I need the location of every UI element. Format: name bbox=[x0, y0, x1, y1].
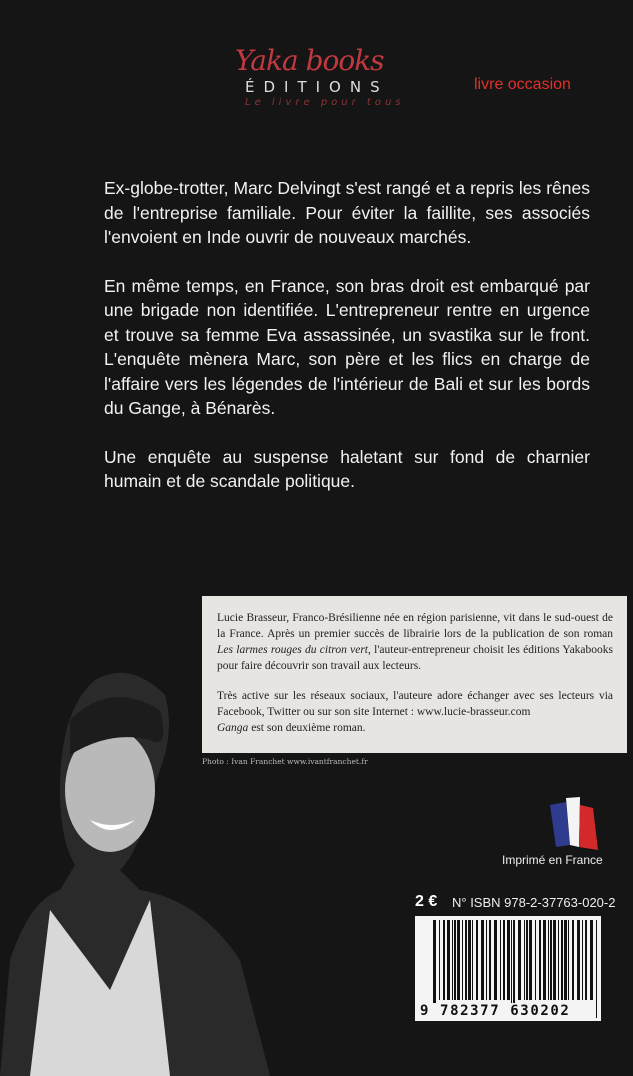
barcode-bar bbox=[457, 920, 460, 1000]
barcode-bar bbox=[472, 920, 473, 1000]
publisher-logo bbox=[235, 44, 435, 109]
printed-in-france-label: Imprimé en France bbox=[502, 853, 603, 867]
barcode-bar bbox=[572, 920, 574, 1000]
barcode-bar bbox=[596, 920, 597, 1018]
isbn-number: N° ISBN 978-2-37763-020-2 bbox=[452, 895, 616, 910]
barcode-bar bbox=[548, 920, 549, 1000]
bio-text: , l'auteur-entrepreneur choisit les éditions Yakabooks pour faire découvrir son travail aux lecteurs. bbox=[217, 644, 613, 672]
barcode-bar bbox=[494, 920, 497, 1000]
barcode-bar bbox=[481, 920, 484, 1000]
barcode-bar bbox=[582, 920, 583, 1000]
barcode-bar bbox=[500, 920, 501, 1000]
barcode-bar bbox=[447, 920, 450, 1000]
barcode-bar bbox=[564, 920, 567, 1000]
barcode-bar bbox=[568, 920, 569, 1000]
barcode-bar bbox=[539, 920, 541, 1000]
blurb-paragraph: Une enquête au suspense haletant sur fond de charnier humain et de scandale politique. bbox=[104, 446, 590, 491]
logo-tagline: Le livre pour tous bbox=[245, 97, 405, 108]
barcode-digits: 9 782377 630202 bbox=[420, 1003, 571, 1019]
logo-editions: ÉDITIONS bbox=[245, 78, 389, 96]
barcode-bar bbox=[526, 920, 528, 1000]
bio-text: est son deuxième roman. bbox=[248, 722, 366, 734]
barcode-bar bbox=[558, 920, 559, 1000]
used-book-stamp: livre occasion bbox=[474, 76, 571, 93]
barcode-bar bbox=[507, 920, 510, 1000]
barcode-bar bbox=[486, 920, 487, 1000]
barcode-bar bbox=[585, 920, 587, 1000]
barcode-bar bbox=[561, 920, 563, 1000]
barcode-bar bbox=[518, 920, 521, 1000]
author-bio-box bbox=[202, 596, 627, 753]
blurb-paragraph: En même temps, en France, son bras droit est embarqué par une brigade non identifiée. L'entrepreneur rentre en urgence et trouve sa femme Eva assassinée, un svastika sur le front. L'enquête mènera Marc, son père et les flics en charge de l'affaire vers les légendes de l'intérieur de Bali et sur les bords du Gange, à Bénarès. bbox=[104, 275, 590, 418]
barcode-bar bbox=[553, 920, 556, 1000]
barcode-bar bbox=[476, 920, 478, 1000]
book-title: Ganga bbox=[217, 722, 249, 734]
photo-credit: Photo : Ivan Franchet www.ivantfranchet.fr bbox=[202, 757, 368, 766]
bio-text: Très active sur les réseaux sociaux, l'auteure adore échanger avec ses lecteurs via Facebook, Twitter ou sur son site Internet : www.lucie-brasseur.com bbox=[217, 690, 613, 718]
barcode-bar bbox=[439, 920, 440, 1000]
barcode-bar bbox=[454, 920, 456, 1000]
barcode-bar bbox=[535, 920, 536, 1000]
barcode-bar bbox=[577, 920, 580, 1000]
barcode-bar bbox=[465, 920, 467, 1000]
barcode bbox=[415, 916, 601, 1021]
barcode-bar bbox=[443, 920, 445, 1000]
bio-text: Lucie Brasseur, Franco-Brésilienne née en région parisienne, vit dans le sud-ouest de la France. Après un premier succès de librairie lors de la publication de son roman bbox=[217, 612, 613, 640]
barcode-bar bbox=[590, 920, 593, 1000]
barcode-bar bbox=[452, 920, 453, 1000]
book-title: Les larmes rouges du citron vert bbox=[217, 644, 368, 656]
back-cover-blurb bbox=[104, 176, 590, 518]
barcode-bar bbox=[543, 920, 546, 1000]
logo-brand: Yaka books bbox=[235, 44, 384, 77]
barcode-bar bbox=[529, 920, 532, 1000]
blurb-paragraph: Ex-globe-trotter, Marc Delvingt s'est rangé et a repris les rênes de l'entreprise familiale. Pour éviter la faillite, ses associés l'envoient en Inde ouvrir de nouveaux marchés. bbox=[104, 178, 590, 247]
barcode-bar bbox=[503, 920, 505, 1000]
price: 2 € bbox=[415, 893, 438, 910]
barcode-bar bbox=[468, 920, 471, 1000]
french-flag-icon bbox=[548, 797, 600, 852]
barcode-bar bbox=[462, 920, 463, 1000]
barcode-bar bbox=[489, 920, 491, 1000]
barcode-bar bbox=[524, 920, 525, 1000]
author-bio-section bbox=[202, 596, 627, 767]
barcode-bar bbox=[550, 920, 552, 1000]
